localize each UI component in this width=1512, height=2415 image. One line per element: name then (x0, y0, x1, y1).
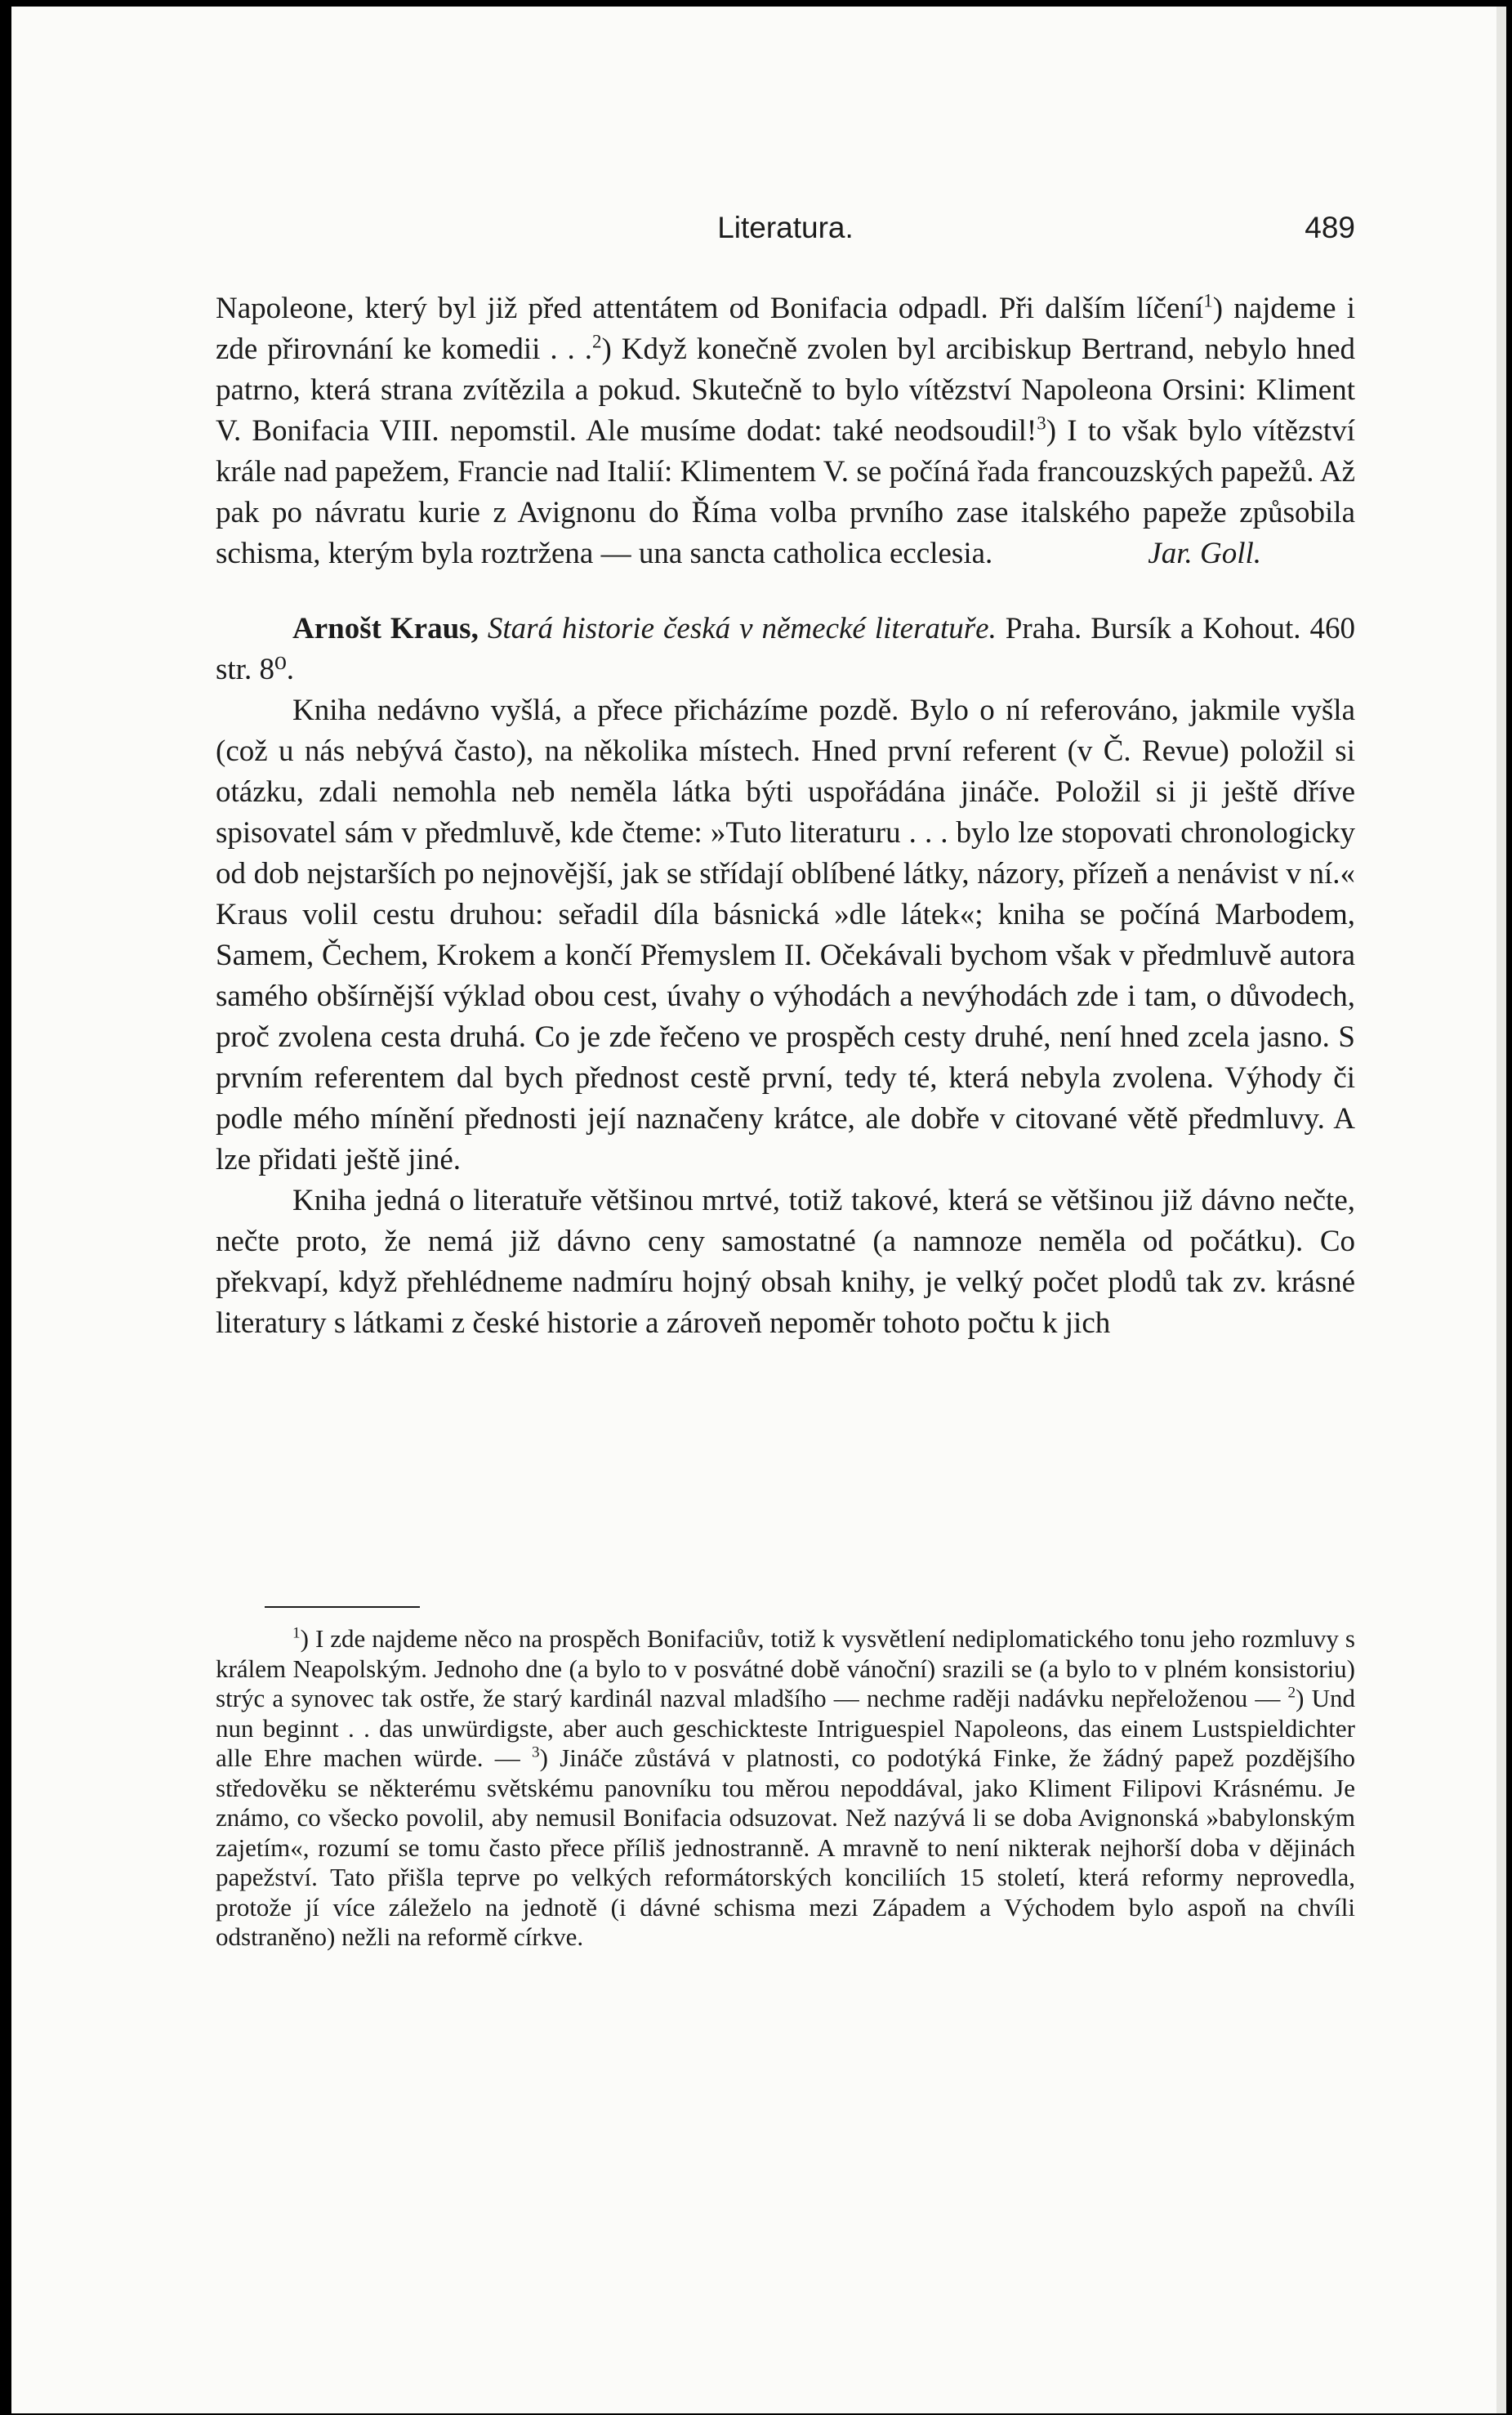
review-book-title: Stará historie česká v německé literatuře. (487, 612, 997, 645)
signature: Jar. Goll. (1148, 537, 1262, 570)
footnote-text: $^1$) I zde najdeme něco na prospěch Bonifaciův, totiž k vysvětlení nediplomatického tonu jeho rozmluvy s králem Neapolským. Jednoho dne (a bylo to v posvátné době vánoční) srazili se (a bylo to v plném konsistoriu) strýc a synovec tak ostře, že starý kardinál nazval mladšího — nechme raději nadávku nepřeloženou — $^2$) Und nun beginnt . . das unwürdigste, aber auch geschickteste Intriguespiel Napoleons, das einem Lustspieldichter alle Ehre machen würde. — $^3$) Jináče zůstává v platnosti, co podotýká Finke, že žádný papež pozdějšího středověku se některému světskému panovníku tou měrou nepoddával, jako Kliment Filipovi Krásnému. Je známo, co všecko povolil, aby nemusil Bonifacia odsuzovat. Než nazývá li se doba Avignonská »babylonským zajetím«, rozumí se tomu často přece příliš jednostranně. A mravně to není nikterak nejhorší doba v dějinách papežství. Tato přišla teprve po velkých reformátorských konciliích 15 století, která reformy neprovedla, protože jí více záleželo na jednotě (i dávné schisma mezi Západem a Východem bylo aspoň na chvíli odstraněno) nežli na reformě církve. (216, 1624, 1356, 1951)
main-text (216, 288, 1355, 1344)
paragraph-review-2: Kniha jedná o literatuře většinou mrtvé, totiž takové, která se většinou již dávno nečte, nečte proto, že nemá již dávno ceny samostatné (a namnoze neměla od počátku). Co překvapí, když přehlédneme nadmíru hojný obsah knihy, je velký počet plodů tak zv. krásné literatury s látkami z české historie a zároveň nepoměr tohoto počtu k jich (216, 1184, 1355, 1340)
footnote-mark-1: 1 (292, 1624, 301, 1642)
footnote-mark-2: 2 (1287, 1684, 1296, 1702)
running-head (216, 211, 1355, 260)
footnote-ref-1: 1 (1203, 290, 1213, 311)
book-page (11, 7, 1506, 2413)
review-heading (216, 609, 1355, 690)
page-edge (1496, 7, 1506, 2413)
review-author: Arnošt Kraus, (292, 612, 479, 645)
review-publication: Praha. Bursík a Kohout. 460 str. 8⁰. (216, 612, 1356, 686)
footnote-ref-3: 3 (1037, 413, 1046, 434)
footnote-ref-2: 2 (592, 331, 602, 352)
footnotes (216, 1606, 1355, 1953)
footnote-mark-3: 3 (532, 1743, 540, 1761)
running-head-title: Literatura. (717, 211, 854, 244)
page-number: 489 (1305, 211, 1355, 244)
footnote-rule (265, 1606, 420, 1608)
paragraph-review-1: Kniha nedávno vyšlá, a přece přicházíme pozdě. Bylo o ní referováno, jakmile vyšla (což u nás nebývá často), na několika místech. Hned první referent (v Č. Revue) položil si otázku, zdali nemohla neb neměla látka býti uspořádána jináče. Položil si ji ještě dříve spisovatel sám v předmluvě, kde čteme: »Tuto literaturu . . . bylo lze stopovati chronologicky od dob nejstarších po nejnovější, jak se střídají oblíbené látky, názory, přízeň a nenávist v ní.« Kraus volil cestu druhou: seřadil díla básnická »dle látek«; kniha se počíná Marbodem, Samem, Čechem, Krokem a končí Přemyslem II. Očekávali bychom však v předmluvě autora samého obšírnější výklad obou cest, úvahy o výhodách a nevýhodách zde i tam, o důvodech, proč zvolena cesta druhá. Co je zde řečeno ve prospěch cesty druhé, není hned zcela jasno. S prvním referentem dal bych přednost cestě první, tedy té, která nebyla zvolena. Výhody či podle mého mínění přednosti její naznačeny krátce, ale dobře v citované větě předmluvy. A lze přidati ještě jiné. (216, 694, 1355, 1176)
paragraph-goll: Napoleone, který byl již před attentátem od Bonifacia odpadl. Při dalším líčení$^1$) najdeme i zde přirovnání ke komedii . . .$^2$) Když konečně zvolen byl arcibiskup Bertrand, nebylo hned patrno, která strana zvítězila a pokud. Skutečně to bylo vítězství Napoleona Orsini: Kliment V. Bonifacia VIII. nepomstil. Ale musíme dodat: také neodsoudil!$^3$) I to však bylo vítězství krále nad papežem, Francie nad Italií: Klimentem V. se počíná řada francouzských papežů. Až pak po návratu kurie z Avignonu do Říma volba prvního zase italského papeže způsobila schisma, kterým byla roztržena — una sancta catholica ecclesia. Jar. Goll. (216, 290, 1355, 570)
